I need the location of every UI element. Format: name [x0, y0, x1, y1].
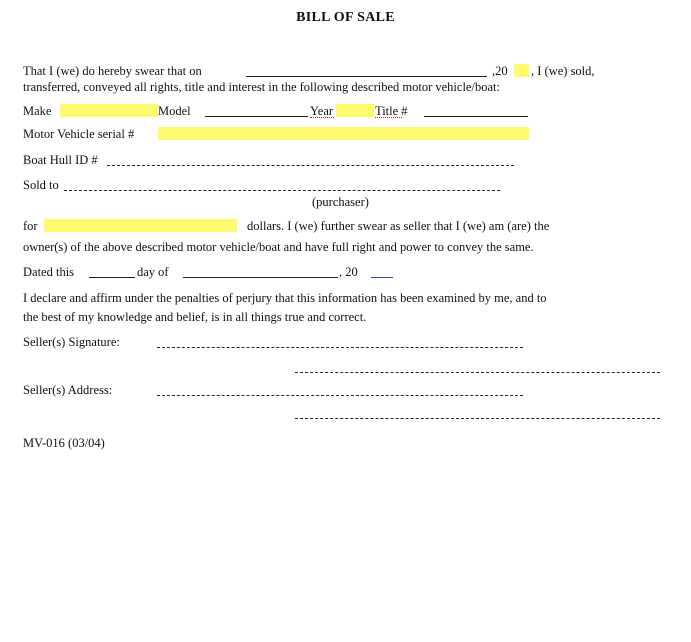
document-title: BILL OF SALE — [296, 10, 395, 25]
price-line2: owner(s) of the above described motor vehicle/boat and have full right and power to convey the same. — [23, 240, 534, 254]
intro-prefix: That I (we) do hereby swear that on — [23, 64, 202, 78]
year-spellcheck-underline — [310, 117, 334, 118]
sale-year-field[interactable] — [514, 64, 529, 77]
intro-sold: , I (we) sold, — [531, 64, 595, 78]
hull-field[interactable] — [107, 165, 514, 166]
for-label: for — [23, 219, 38, 233]
intro-year-prefix: ,20 — [492, 64, 508, 78]
intro-line2: transferred, conveyed all rights, title and interest in the following described motor vehicle/boat: — [23, 80, 500, 94]
signature-field[interactable] — [157, 347, 523, 348]
declaration-line1: I declare and affirm under the penalties of perjury that this information has been examined by me, and to — [23, 291, 547, 305]
title-spellcheck-underline — [375, 117, 402, 118]
purchaser-caption: (purchaser) — [312, 195, 369, 209]
dated-year-prefix: , 20 — [339, 265, 358, 279]
day-of-label: day of — [137, 265, 169, 279]
dated-this-label: Dated this — [23, 265, 75, 279]
make-label: Make — [23, 104, 52, 118]
price-field[interactable] — [44, 219, 237, 232]
address-field-line2[interactable] — [295, 418, 660, 419]
dated-day-field[interactable] — [89, 277, 135, 278]
form-number: MV-016 (03/04) — [23, 436, 105, 450]
signature-field-line2[interactable] — [295, 372, 660, 373]
signature-label: Seller(s) Signature: — [23, 335, 120, 349]
model-label: Model — [158, 104, 191, 118]
year-field[interactable] — [336, 104, 374, 117]
price-dollars-text: dollars. I (we) further swear as seller that I (we) am (are) the — [247, 219, 550, 233]
make-field[interactable] — [60, 104, 158, 117]
dated-year-field[interactable] — [371, 277, 393, 278]
address-field[interactable] — [157, 395, 523, 396]
title-number-field[interactable] — [424, 116, 528, 117]
title-number-label: Title # — [375, 104, 408, 118]
year-label: Year — [310, 104, 334, 118]
address-label: Seller(s) Address: — [23, 383, 113, 397]
hull-label: Boat Hull ID # — [23, 153, 98, 167]
sale-date-field[interactable] — [246, 76, 487, 77]
sold-to-label: Sold to — [23, 178, 59, 192]
dated-month-field[interactable] — [183, 277, 338, 278]
model-field[interactable] — [205, 116, 308, 117]
declaration-line2: the best of my knowledge and belief, is in all things true and correct. — [23, 310, 367, 324]
purchaser-field[interactable] — [64, 190, 500, 191]
serial-label: Motor Vehicle serial # — [23, 127, 135, 141]
serial-field[interactable] — [158, 127, 529, 140]
